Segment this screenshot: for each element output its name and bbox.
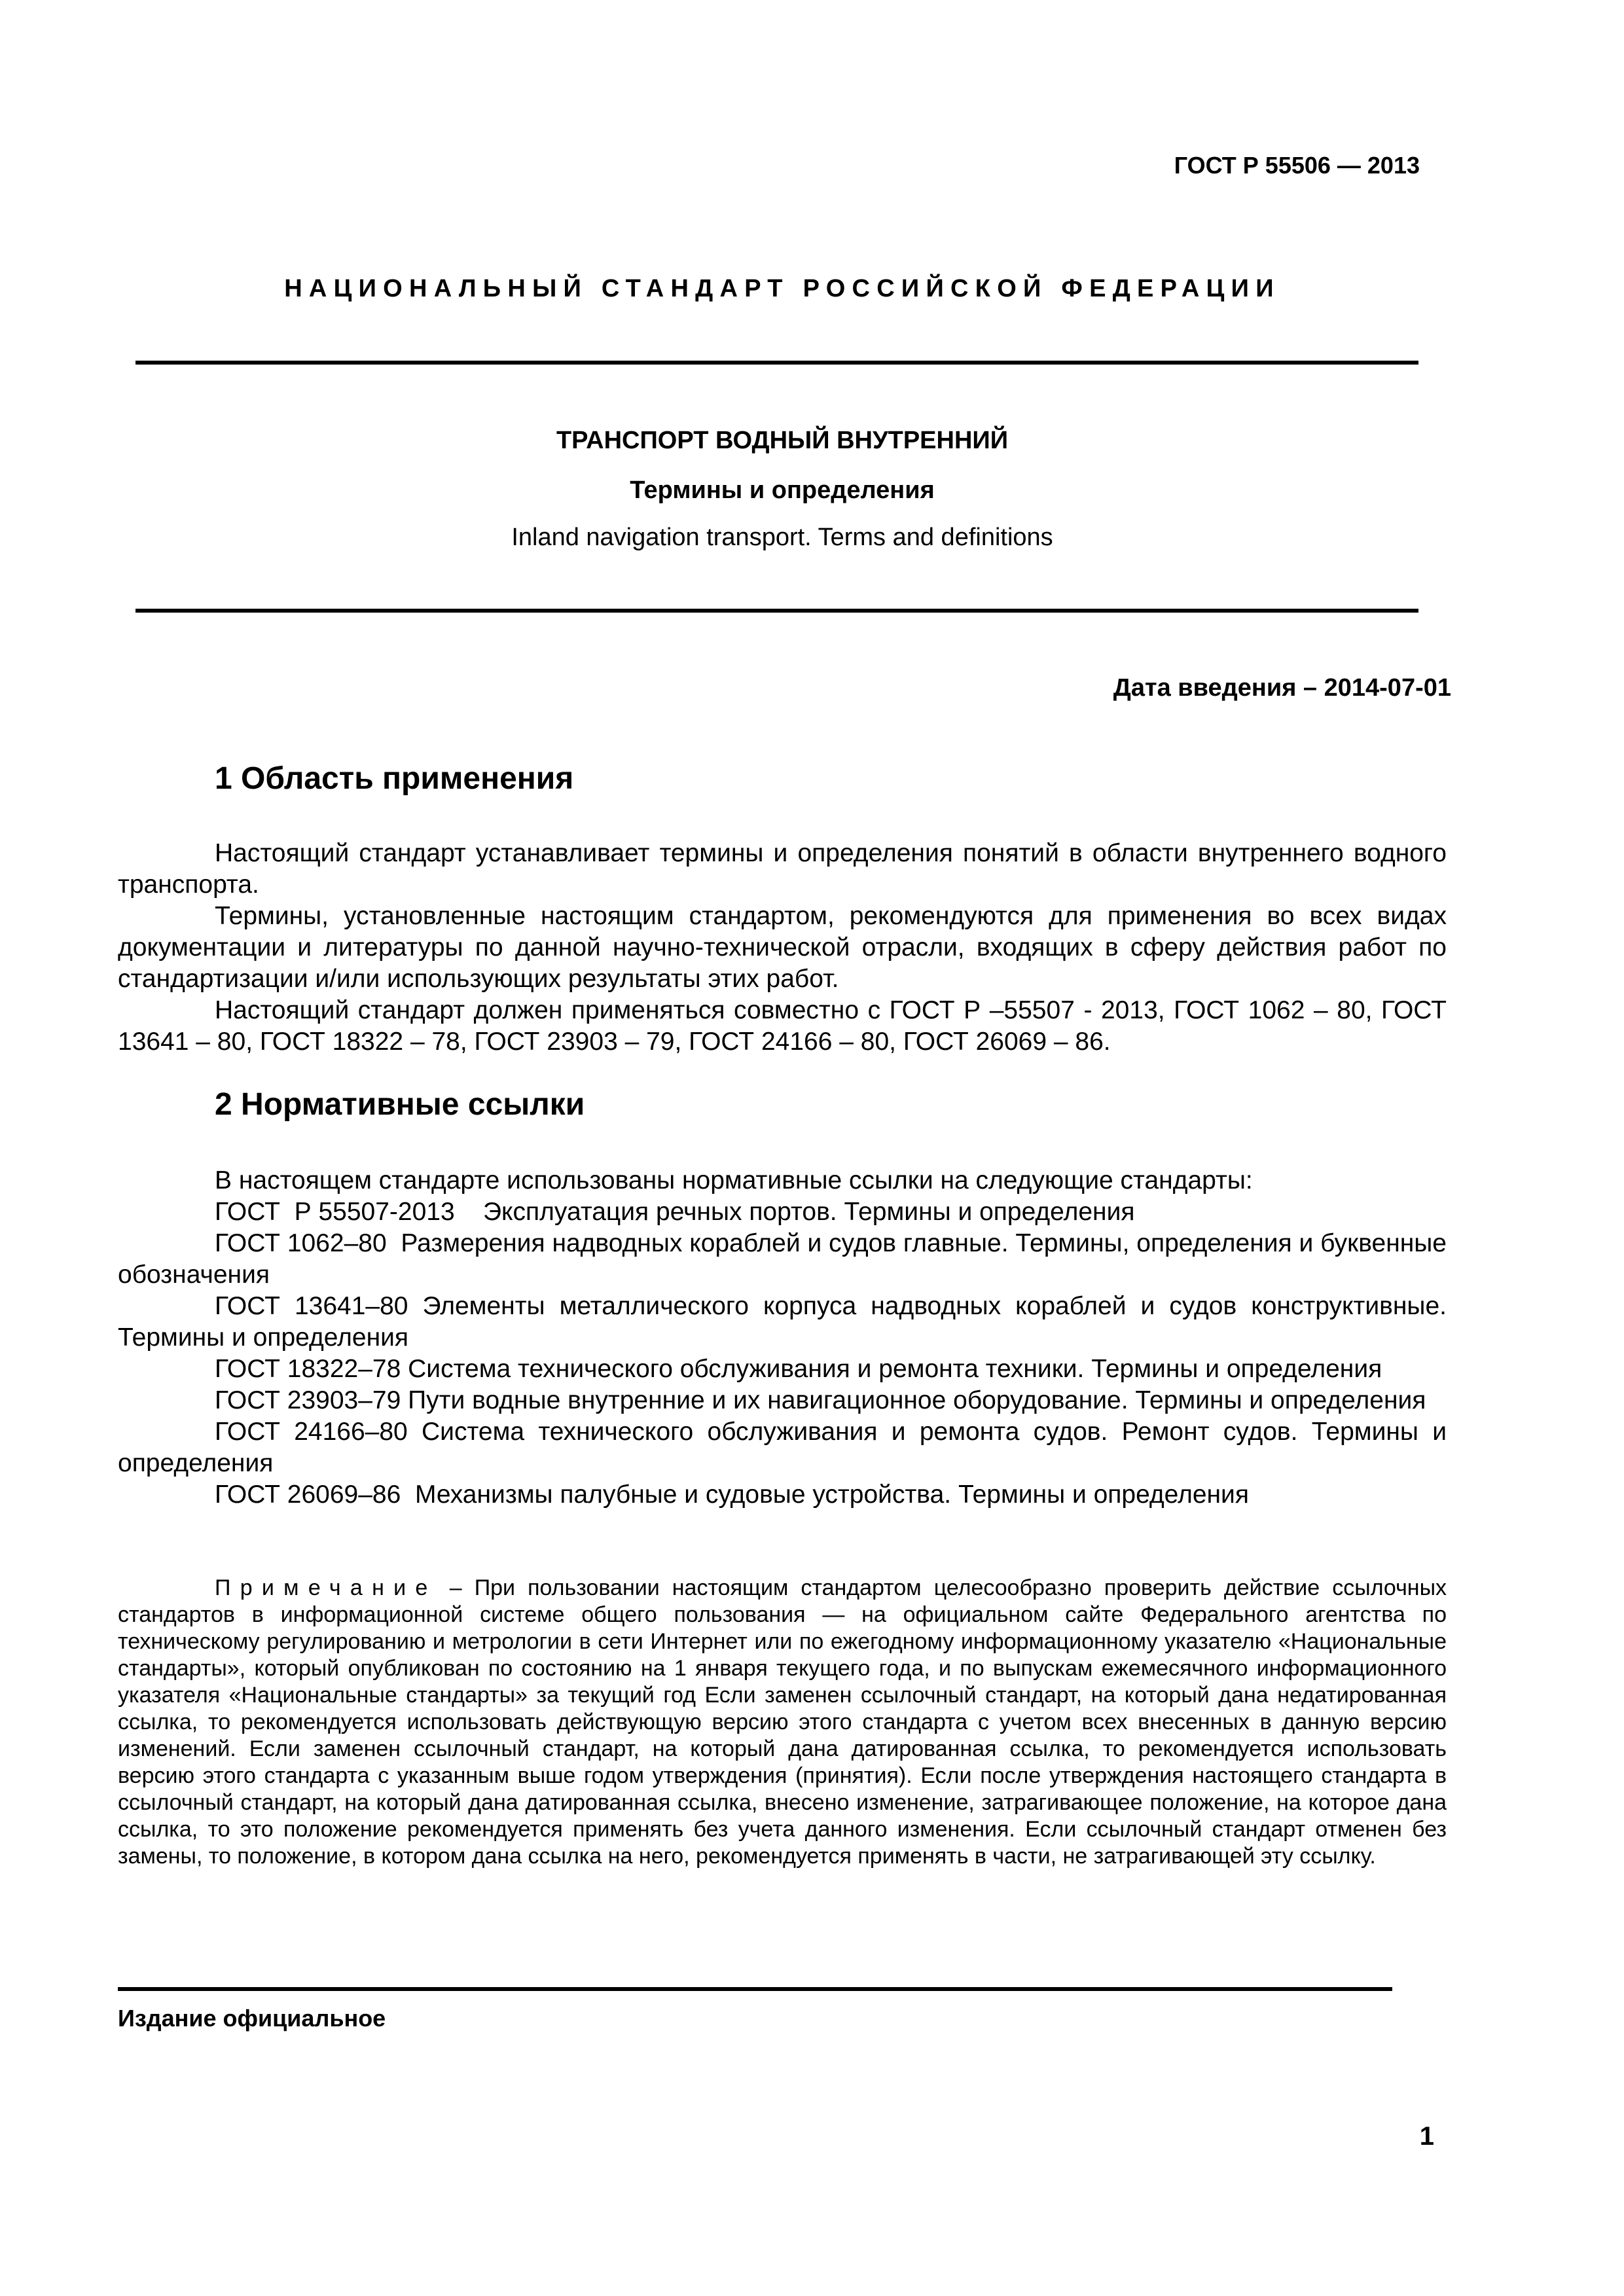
section-1-paragraph: Настоящий стандарт устанавливает термины и определения понятий в области внутреннего водного транспорта. [118,839,1447,899]
document-title-english: Inland navigation transport. Terms and definitions [511,524,1053,551]
reference-item: ГОСТ 1062–80 Размерения надводных кораблей и судов главные. Термины, определения и буквенные обозначения [118,1229,1454,1289]
national-standard-heading: НАЦИОНАЛЬНЫЙ СТАНДАРТ РОССИЙСКОЙ ФЕДЕРАЦИИ [284,275,1280,302]
section-1-body [118,838,1447,1058]
reference-item: ГОСТ 13641–80 Элементы металлического корпуса надводных кораблей и судов конструктивные. Термины и определения [118,1292,1447,1352]
top-divider [135,361,1418,365]
official-edition-label: Издание официальное [118,2005,386,2032]
references-note [118,1575,1447,1870]
document-subtitle: Термины и определения [630,476,935,504]
section-1-heading: 1 Область применения [215,761,574,796]
normative-references [118,1165,1454,1511]
reference-item: ГОСТ 18322–78 Система технического обслуживания и ремонта техники. Термины и определения [215,1355,1382,1383]
references-intro: В настоящем стандарте использованы нормативные ссылки на следующие стандарты: [215,1166,1253,1194]
footer-divider [118,1987,1392,1991]
note-text: – При пользовании настоящим стандартом целесообразно проверить действие ссылочных стандартов в информационной системе общего пользования — на официальном сайте Федерального агентства по техническому регулированию и метрологии в сети Интернет или по ежегодному информационному указателю «Национальные стандарты», который опубликован по состоянию на 1 января текущего года, и по выпускам ежемесячного информационного указателя «Национальные стандарты» за текущий год Если заменен ссылочный стандарт, на который дана недатированная ссылка, то рекомендуется использовать действующую версию этого стандарта с учетом всех внесенных в данную версию изменений. Если заменен ссылочный стандарт, на который дана датированная ссылка, то рекомендуется использовать версию этого стандарта с указанным выше годом утверждения (принятия). Если после утверждения настоящего стандарта в ссылочный стандарт, на который дана датированная ссылка, внесено изменение, затрагивающее положение, на которое дана ссылка, то это положение рекомендуется применять без учета данного изменения. Если ссылочный стандарт отменен без замены, то положение, в котором дана ссылка на него, рекомендуется применять в части, не затрагивающей эту ссылку. [118,1575,1447,1869]
reference-item: ГОСТ Р 55507-2013 Эксплуатация речных портов. Термины и определения [215,1198,1135,1226]
page-number: 1 [1419,2122,1434,2151]
document-number: ГОСТ Р 55506 — 2013 [1174,152,1420,179]
reference-item: ГОСТ 23903–79 Пути водные внутренние и их навигационное оборудование. Термины и определения [215,1386,1426,1414]
reference-item: ГОСТ 26069–86 Механизмы палубные и судовые устройства. Термины и определения [215,1480,1249,1509]
document-title: ТРАНСПОРТ ВОДНЫЙ ВНУТРЕННИЙ [556,427,1009,454]
note-label: Примечание [215,1575,437,1600]
reference-item: ГОСТ 24166–80 Система технического обслуживания и ремонта судов. Ремонт судов. Термины и определения [118,1418,1447,1477]
introduction-date: Дата введения – 2014-07-01 [1113,674,1451,702]
title-divider [135,609,1418,613]
section-1-paragraph: Настоящий стандарт должен применяться совместно с ГОСТ Р –55507 - 2013, ГОСТ 1062 – 80, ГОСТ 13641 – 80, ГОСТ 18322 – 78, ГОСТ 23903 – 79, ГОСТ 24166 – 80, ГОСТ 26069 – 86. [118,996,1447,1056]
section-2-heading: 2 Нормативные ссылки [215,1087,585,1122]
section-1-paragraph: Термины, установленные настоящим стандартом, рекомендуются для применения во всех видах документации и литературы по данной научно-технической отрасли, входящих в сферу действия работ по стандартизации и/или использующих результаты этих работ. [118,902,1447,993]
